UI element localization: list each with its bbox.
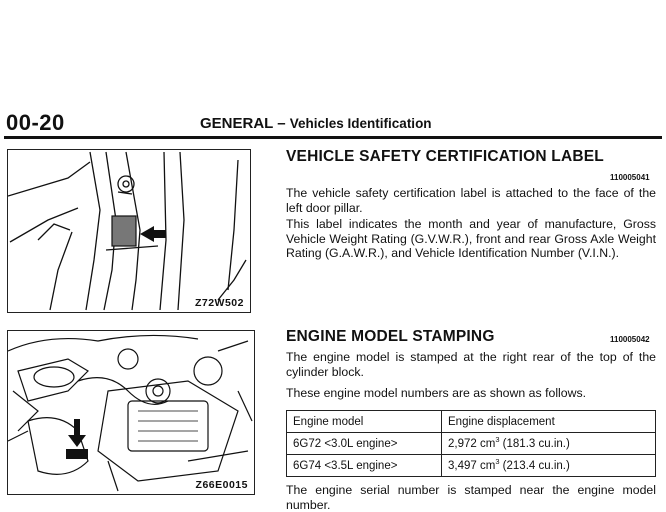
- page-number: 00-20: [6, 110, 65, 135]
- engine-figure-label: Z66E0015: [195, 479, 248, 491]
- title-dash: –: [277, 115, 286, 132]
- header-rule: [4, 136, 662, 139]
- engine-stamping-paragraph-1: The engine model is stamped at the right rear of the top of the cylinder block.: [286, 350, 656, 379]
- displacement-value: 2,972 cm: [448, 437, 496, 450]
- engine-stamping-paragraph-2: These engine model numbers are as shown as follows.: [286, 386, 587, 400]
- displacement-rest: (213.4 cu.in.): [499, 459, 570, 472]
- page-title: [200, 115, 432, 132]
- table-header-cell: Engine displacement: [442, 411, 656, 433]
- engine-displacement-cell: [442, 433, 656, 455]
- vehicle-safety-code: 110005041: [610, 173, 650, 182]
- engine-model-cell: 6G74 <3.5L engine>: [287, 455, 442, 477]
- displacement-rest: (181.3 cu.in.): [499, 437, 570, 450]
- door-pillar-drawing: [8, 150, 250, 312]
- displacement-superscript: 3: [495, 456, 500, 466]
- engine-drawing: [8, 331, 254, 494]
- door-pillar-figure-label: Z72W502: [194, 297, 244, 309]
- engine-stamping-paragraph-3: The engine serial number is stamped near the engine model number.: [286, 483, 656, 512]
- table-row: [287, 433, 656, 455]
- engine-stamping-title: ENGINE MODEL STAMPING: [286, 328, 495, 345]
- displacement-value: 3,497 cm: [448, 459, 496, 472]
- displacement-superscript: 3: [495, 434, 500, 444]
- section-name: GENERAL: [200, 115, 274, 132]
- vehicle-safety-paragraph-2: This label indicates the month and year of manufacture, Gross Vehicle Weight Rating (G.V.W.R.), front and rear Gross Axle Weight Rating (G.A.W.R.), and Vehicle Identification Number (V.I.N.).: [286, 217, 656, 261]
- engine-model-table: [286, 410, 656, 477]
- subsection-name: Vehicles Identification: [289, 116, 432, 131]
- vehicle-safety-paragraph-1: The vehicle safety certification label is attached to the face of the left door pillar.: [286, 186, 656, 215]
- table-row: [287, 455, 656, 477]
- table-header-cell: Engine model: [287, 411, 442, 433]
- engine-displacement-cell: [442, 455, 656, 477]
- engine-stamping-code: 110005042: [610, 335, 650, 344]
- engine-model-cell: 6G72 <3.0L engine>: [287, 433, 442, 455]
- engine-figure: [7, 330, 255, 495]
- table-header-row: [287, 411, 656, 433]
- door-pillar-figure: [7, 149, 251, 313]
- vehicle-safety-title: VEHICLE SAFETY CERTIFICATION LABEL: [286, 148, 604, 165]
